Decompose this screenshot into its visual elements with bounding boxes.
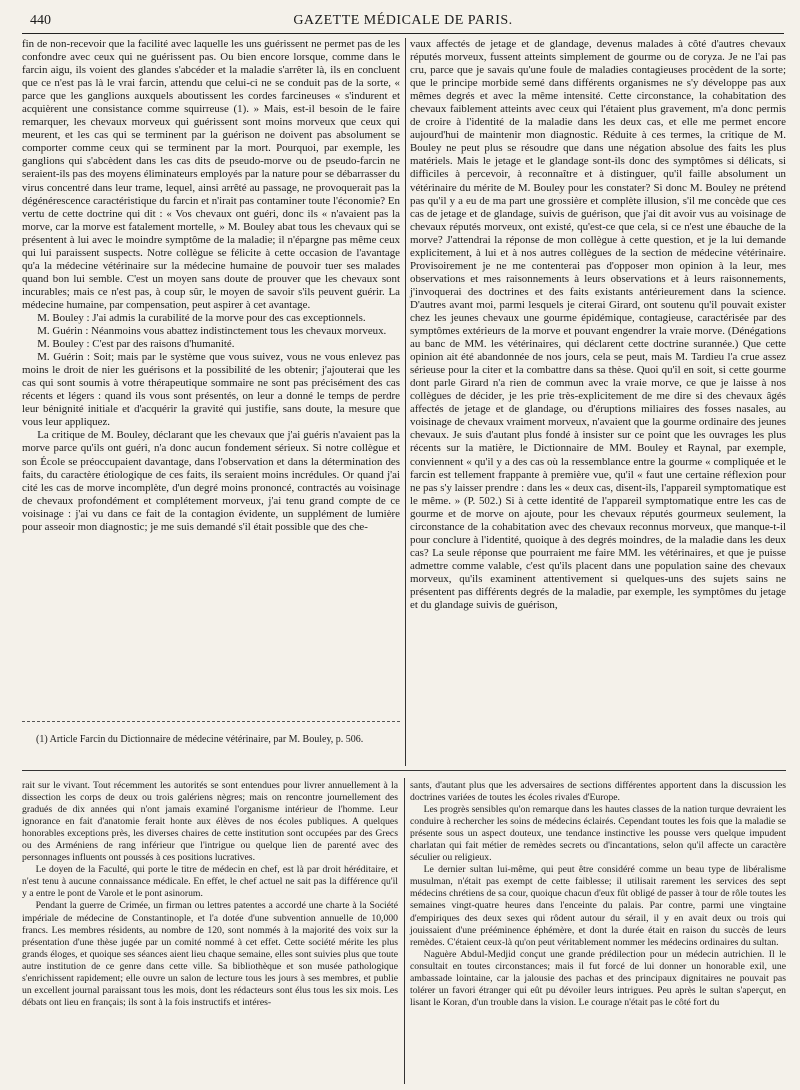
paragraph: Naguère Abdul-Medjid conçut une grande prédilection pour un médecin autrichien. Il le consultait en toutes circonstances; mais il fut forcé de lui donner un honorable exil, une ambassade lointaine, car la jalousie des pachas et des principaux dignitaires ne pouvait pas tolérer un favori étranger qui eût pu dévoiler leurs intrigues. Peu après le sultan s'aperçut, en lisant le Koran, d'un trouble dans la vision. Le courage n'était pas le côté fort du [410, 948, 786, 1008]
paragraph: M. Bouley : C'est par des raisons d'humanité. [37, 338, 235, 351]
paragraph: fin de non-recevoir que la facilité avec laquelle les uns guérissent ne permet pas de les confondre avec ceux qui ne guérissent pas. Ou bien encore lorsque, comme dans le farcin aigu, ils voient des glandes s'abcéder et la maladie s'arrêter là, ils en concluent que ce n'est pas là le vrai farcin, attendu que celui-ci ne se conduit pas de la sorte, « parce que les ganglions auxquels aboutissent les cordes farcineuses « s'indurent et acquièrent une consistance comme squirreuse (1). » Mais, est-il besoin de le faire remarquer, les chevaux morveux qui guérissent sont moins morveux que ceux qui meurent, et les cas qui se terminent par la guérison ne doivent pas absolument se comporter comme ceux qui se terminent par la mort. Pourquoi, par exemple, les ganglions qui s'abcèdent dans les cas dits de pseudo-morve ou de pseudo-farcin ne seraient-ils pas des moyens éliminateurs employés par la nature pour se débarrasser du virus concentré dans leur trame, lequel, ainsi arrêté au passage, ne provoquerait pas la dégénérescence caractéristique du farcin et n'irait pas contaminer toute l'économie? En vertu de cette doctrine qui dit : « Vos chevaux ont guéri, donc ils « n'avaient pas la morve, car la morve est fatalement mortelle, » M. Bouley abat tous les chevaux qui se présentent à lui avec le moindre symptôme de la maladie; il n'épargne pas même ceux qui lui paraissent suspects. Notre collègue se félicite à cette occasion de l'avantage qu'a la médecine vétérinaire sur la médecine humaine de pouvoir tuer ses malades quand bon lui semble. C'est un moyen sans doute de prouver que les chevaux sont incurables; mais ce n'est pas, à coup sûr, le moyen de savoir s'ils peuvent guérir. La médecine humaine, par compensation, peut aspirer à cet avantage. [22, 38, 400, 311]
page-header [22, 13, 784, 34]
top-left-column [22, 38, 400, 534]
column-divider [405, 38, 406, 766]
paragraph: M. Guérin : Néanmoins vous abattez indistinctement tous les chevaux morveux. [37, 325, 387, 338]
paragraph: rait sur le vivant. Tout récemment les autorités se sont entendues pour livrer annuellement à la dissection les corps de deux ou trois galériens nègres; mais on rencontre journellement des gradués de dix années qui n'ont jamais examiné l'organisme intérieur de l'homme. Leur ignorance en fait d'anatomie ferait honte aux élèves de nos écoles publiques. A quelques honorables exceptions près, les diverses chaires de cette institution sont occupées par des Grecs ou des Arméniens de rang inférieur que l'intrigue ou quelque lien de parenté avec des personnages influents ont poussés à ces positions lucratives. [22, 780, 398, 864]
paragraph: sants, d'autant plus que les adversaires de sections différentes apportent dans la discussion les doctrines variées de toutes les écoles rivales d'Europe. [410, 780, 786, 804]
paragraph: Le dernier sultan lui-même, qui peut être considéré comme un beau type de libéralisme musulman, n'était pas exempt de cette faiblesse; il utilisait rarement les services des sept médecins chrétiens de sa cour, quoique chacun d'eux fût obligé de passer à tour de rôle toutes les semaines vingt-quatre heures dans l'enceinte du palais. Par contre, parmi une vingtaine d'empiriques des deux sexes qui rôdent autour du sérail, il y en avait deux ou trois qui jouissaient d'une prééminence éphémère, et dont la durée était en raison du succès de leurs remèdes. C'étaient ceux-là qu'on peut véritablement nommer les médecins ordinaires du sultan. [410, 864, 786, 948]
top-right-column [410, 38, 786, 612]
paragraph: Pendant la guerre de Crimée, un firman ou lettres patentes a accordé une charte à la Société impériale de médecine de Constantinople, et l'a dotée d'une subvention annuelle de 10,000 francs. Les membres résidents, au nombre de 120, sont nommés à la majorité des voix sur la présentation d'une thèse jugée par un comité nommé à cet effet. Cette société mérite les plus grands éloges, et quoique ses séances aient lieu chaque semaine, elles sont suivies plus que toute autre institution de ce genre dans cette ville. Sa bibliothèque et son musée pathologique s'enrichissent rapidement; elle ouvre un salon de lecture tous les jours à ses membres, et publie un excellent journal paraissant tous les mois, dont les rédacteurs sont élus tous les six mois. Les débats ont lieu en français; ils sont à la fois instructifs et intéres- [22, 900, 398, 1008]
bottom-left-column [22, 780, 398, 1009]
footnote-separator [22, 721, 400, 722]
footnote-text: (1) Article Farcin du Dictionnaire de médecine vétérinaire, par M. Bouley, p. 506. [36, 734, 364, 745]
section-divider [22, 770, 786, 771]
column-divider [404, 778, 405, 1084]
paragraph: vaux affectés de jetage et de glandage, devenus malades à côté d'autres chevaux réputés morveux, fussent atteints simplement de gourme ou de coryza. Je ne l'ai pas cru, parce que je savais qu'une foule de maladies contagieuses procèdent de la sorte; que le principe morbide semé dans différents organismes ne s'y développe pas aux mêmes degrés et avec la même intensité. Cette circonstance, la cohabitation des chevaux faiblement atteints avec ceux qui l'étaient plus gravement, m'a donc permis de croire à l'identité de la maladie dans les deux cas, et elle me permet encore aujourd'hui de maintenir mon diagnostic. Réduite à ces termes, la critique de M. Bouley ne peut plus se résoudre que dans une négation absolue des faits les plus matériels. Mais le jetage et le glandage sont-ils donc des symptômes si délicats, si difficiles à percevoir, à reconnaître et à distinguer, qu'il faille absolument un vétérinaire du mérite de M. Bouley pour les constater? Si donc M. Bouley ne prétend pas qu'il y a eu de ma part une grossière et complète illusion, s'il me concède que ces cas de jetage et de glandage, suivis de guérison, que j'ai dit avoir vus au voisinage de chevaux réputés morveux, ont existé, qu'est-ce que cela, si ce n'est une ébauche de la morve? J'attendrai la réponse de mon collègue à cette question, et je la lui demande explicitement, à lui et à nos autres collègues de la section de médecine vétérinaire. Provisoirement je ne me contenterai pas d'opposer mon opinion à la leur, mes observations et mes raisonnements à leurs observations et à leurs raisonnements, j'invoquerai des doctrines et des faits existants antérieurement dans la science. D'autres avant moi, parmi lesquels je citerai Girard, ont soutenu qu'il pouvait exister chez les jeunes chevaux une gourme épidémique, contagieuse, caractérisée par des symptômes extérieurs de la morve et pouvant engendrer la vraie morve. (Dénégations au banc de MM. les vétérinaires, qui déclarent cette doctrine surannée.) Que cette opinion ait été abandonnée de nos jours, cela se peut, mais M. Tardieu l'a crue assez sérieuse pour la citer et la combattre dans sa thèse. Quoi qu'il en soit, si cette gourme dont parle Girard n'a rien de commun avec la vraie morve, ce que je laisse à nos collègues de décider, je les prie très-explicitement de me dire si des chevaux âgés affectés de jetage et de glandage, ou d'éruptions miliaires des fosses nasales, au voisinage de chevaux vraiment morveux, n'avaient que la gourme ordinaire des jeunes chevaux. Je suis d'autant plus fondé à insister sur ce point que les ouvrages les plus récents sur la matière, le Dictionnaire de MM. Bouley et Raynal, par exemple, conviennent « qu'il y a des cas où la ressemblance entre la gourme « compliquée et le farcin est tellement frappante à première vue, qu'il « faut une certaine réflexion pour ne pas s'y laisser prendre : dans les « deux cas, disent-ils, l'appareil symptomatique est le même. » (P. 502.) Si à cette identité de l'appareil symptomatique entre les cas de gourme et de morve on ajoute, pour les chevaux réputés gourmeux seulement, la circonstance de la cohabitation avec des chevaux reconnus morveux, que manque-t-il pour conclure à l'identité, quoique à des degrés moindres, de la maladie dans les deux cas? La seule réponse que pourraient me faire MM. les vétérinaires, et que je puisse admettre comme valable, c'est qu'ils placent dans une population saine des chevaux morveux, qu'ils examinent attentivement si quelques-uns des sujets sains ne présentent pas différents degrés de la maladie, par exemple, les symptômes du jetage et du glandage suivis de guérison, [410, 38, 786, 612]
bottom-right-column [410, 780, 786, 1009]
paragraph: M. Bouley : J'ai admis la curabilité de la morve pour des cas exceptionnels. [37, 311, 366, 324]
paragraph: La critique de M. Bouley, déclarant que les chevaux que j'ai guéris n'avaient pas la morve parce qu'ils ont guéri, n'a donc aucun fondement sérieux. Si notre collègue et son École se préoccupaient davantage, dans l'observation et dans la détermination des faits, du caractère étiologique de ces faits, ils seraient moins incrédules. Or quand j'ai cité les cas de morve incomplète, d'un degré moins prononcé, contractés au voisinage de chevaux profondément et complétement morveux, j'ai tenu grand compte de ce voisinage : j'ai vu dans ce fait de la contagion évidente, un supplément de lumière pour asseoir mon diagnostic; je me suis demandé s'il était possible que des che- [22, 429, 400, 533]
footnote [22, 734, 400, 747]
journal-title: GAZETTE MÉDICALE DE PARIS. [293, 13, 513, 28]
paragraph: M. Guérin : Soit; mais par le système que vous suivez, vous ne vous enlevez pas moins le droit de nier les guérisons et la possibilité de les obtenir; j'ajouterai que les cas qui sont soumis à votre thérapeutique sommaire ne sont pas précisément des cas récents et légers : quand ils vous sont présentés, on leur a donné le temps de perdre leur bénignité initiale et d'acquérir la gravité qui justifie, sans doute, la mesure que vous leur appliquez. [22, 351, 400, 429]
paragraph: Le doyen de la Faculté, qui porte le titre de médecin en chef, est là par droit héréditaire, et n'est tenu à aucune connaissance médicale. En effet, le chef actuel ne sait pas la différence qu'il y a entre le pont de Varole et le pont asinorum. [22, 864, 398, 900]
page-number: 440 [30, 13, 51, 28]
paragraph: Les progrès sensibles qu'on remarque dans les hautes classes de la nation turque devraient les conduire à rechercher les soins de médecins éclairés. Cependant toutes les fois que la maladie se présente sous un aspect douteux, une tendance instinctive les pousse vers quelque impudent charlatan qui fait métier de remèdes secrets ou d'incantations, selon qu'il affecte un caractère séculier ou religieux. [410, 804, 786, 864]
